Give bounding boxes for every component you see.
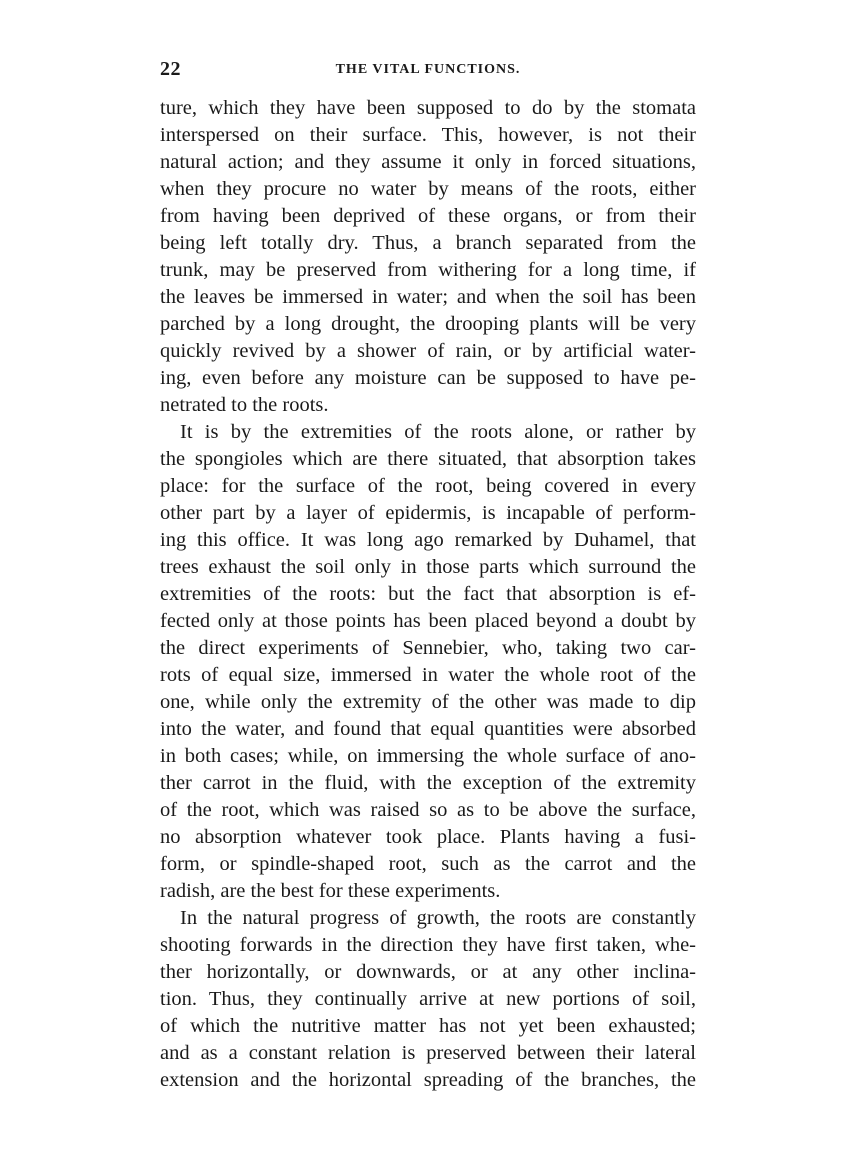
text-line: trees exhaust the soil only in those parts which surround the	[160, 556, 696, 578]
page-number: 22	[160, 58, 181, 80]
text-line: netrated to the roots.	[160, 394, 329, 416]
text-line: when they procure no water by means of the roots, either	[160, 178, 696, 200]
text-line: from having been deprived of these organs, or from their	[160, 205, 696, 227]
text-line: of the root, which was raised so as to be above the surface,	[160, 799, 696, 821]
text-line: ing, even before any moisture can be supposed to have pe-	[160, 367, 696, 389]
text-line: of which the nutritive matter has not yet been exhausted;	[160, 1015, 696, 1037]
paragraph	[160, 95, 696, 419]
running-head	[160, 58, 696, 84]
body-text	[160, 95, 696, 1094]
text-line: rots of equal size, immersed in water the whole root of the	[160, 664, 696, 686]
text-line: the direct experiments of Sennebier, who, taking two car-	[160, 637, 696, 659]
text-line: fected only at those points has been placed beyond a doubt by	[160, 610, 696, 632]
text-line: form, or spindle-shaped root, such as the carrot and the	[160, 853, 696, 875]
text-line: quickly revived by a shower of rain, or by artificial water-	[160, 340, 696, 362]
text-line: being left totally dry. Thus, a branch separated from the	[160, 232, 696, 254]
text-line: In the natural progress of growth, the roots are constantly	[180, 907, 696, 929]
text-line: natural action; and they assume it only in forced situations,	[160, 151, 696, 173]
paragraph	[160, 419, 696, 905]
text-line: interspersed on their surface. This, however, is not their	[160, 124, 696, 146]
text-line: ture, which they have been supposed to do by the stomata	[160, 97, 696, 119]
text-line: parched by a long drought, the drooping plants will be very	[160, 313, 696, 335]
text-line: other part by a layer of epidermis, is incapable of perform-	[160, 502, 696, 524]
text-line: into the water, and found that equal quantities were absorbed	[160, 718, 696, 740]
text-line: and as a constant relation is preserved between their lateral	[160, 1042, 696, 1064]
text-line: place: for the surface of the root, being covered in every	[160, 475, 696, 497]
text-line: in both cases; while, on immersing the whole surface of ano-	[160, 745, 696, 767]
text-line: extremities of the roots: but the fact that absorption is ef-	[160, 583, 696, 605]
text-line: extension and the horizontal spreading of the branches, the	[160, 1069, 696, 1091]
text-line: the leaves be immersed in water; and when the soil has been	[160, 286, 696, 308]
text-line: tion. Thus, they continually arrive at new portions of soil,	[160, 988, 696, 1010]
text-line: ther horizontally, or downwards, or at any other inclina-	[160, 961, 696, 983]
text-line: shooting forwards in the direction they have first taken, whe-	[160, 934, 696, 956]
text-line: ther carrot in the fluid, with the exception of the extremity	[160, 772, 696, 794]
text-line: one, while only the extremity of the other was made to dip	[160, 691, 696, 713]
text-line: radish, are the best for these experiments.	[160, 880, 501, 902]
paragraph	[160, 905, 696, 1094]
text-line: the spongioles which are there situated, that absorption takes	[160, 448, 696, 470]
text-line: ing this office. It was long ago remarked by Duhamel, that	[160, 529, 696, 551]
running-title: THE VITAL FUNCTIONS.	[335, 62, 521, 77]
text-line: It is by the extremities of the roots alone, or rather by	[180, 421, 696, 443]
text-line: no absorption whatever took place. Plants having a fusi-	[160, 826, 696, 848]
text-line: trunk, may be preserved from withering for a long time, if	[160, 259, 696, 281]
